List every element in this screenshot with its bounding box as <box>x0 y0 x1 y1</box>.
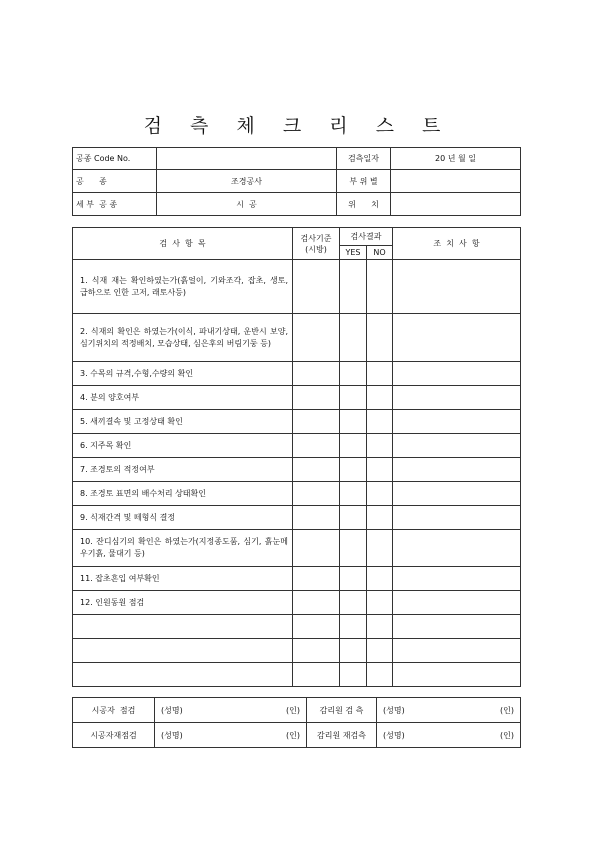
criteria-cell[interactable] <box>293 314 340 362</box>
part-label: 부 위 별 <box>337 170 391 193</box>
no-cell[interactable] <box>367 506 393 530</box>
checklist-row <box>73 386 521 410</box>
checklist-row <box>73 663 521 687</box>
checklist-item-text: 7. 조경토의 적정여부 <box>73 458 293 482</box>
action-cell[interactable] <box>393 530 521 567</box>
col-action-header: 조 치 사 항 <box>393 228 521 260</box>
page-title: 검 측 체 크 리 스 트 <box>143 115 452 137</box>
checklist-item-text: 5. 새끼결속 및 고정상태 확인 <box>73 410 293 434</box>
detail-field[interactable]: 시 공 <box>157 193 337 216</box>
no-cell[interactable] <box>367 386 393 410</box>
contractor-recheck-field[interactable] <box>155 723 307 748</box>
checklist-row <box>73 639 521 663</box>
checklist-row <box>73 410 521 434</box>
checklist-row <box>73 482 521 506</box>
criteria-cell[interactable] <box>293 663 340 687</box>
checklist-item-text: 1. 식재 재는 확인하였는가(흙얼이, 기와조각, 잡초, 생토, 급하으로 인한 고저, 래토사등) <box>73 260 293 314</box>
criteria-cell[interactable] <box>293 567 340 591</box>
checklist-item-text <box>73 663 293 687</box>
checklist-row <box>73 567 521 591</box>
col-no-header: NO <box>367 246 393 260</box>
supervisor-check-label: 감리원 검 측 <box>307 698 377 723</box>
criteria-cell[interactable] <box>293 506 340 530</box>
yes-cell[interactable] <box>340 434 367 458</box>
signature-table <box>72 697 521 748</box>
date-field[interactable]: 20 년 월 일 <box>391 148 521 170</box>
criteria-cell[interactable] <box>293 362 340 386</box>
action-cell[interactable] <box>393 260 521 314</box>
col-criteria-line-2: (시방) <box>305 244 327 254</box>
action-cell[interactable] <box>393 482 521 506</box>
date-label: 검측일자 <box>337 148 391 170</box>
action-cell[interactable] <box>393 314 521 362</box>
criteria-cell[interactable] <box>293 260 340 314</box>
checklist-item-text: 4. 분의 양호여부 <box>73 386 293 410</box>
no-cell[interactable] <box>367 482 393 506</box>
checklist-item-text: 12. 인원동원 점검 <box>73 591 293 615</box>
no-cell[interactable] <box>367 591 393 615</box>
name-hint: (성명) <box>383 730 405 740</box>
no-cell[interactable] <box>367 410 393 434</box>
checklist-row <box>73 362 521 386</box>
col-yes-header: YES <box>340 246 367 260</box>
criteria-cell[interactable] <box>293 386 340 410</box>
checklist-item-text: 11. 잡초흔입 여부확인 <box>73 567 293 591</box>
col-result-header: 검사결과 <box>340 228 393 246</box>
checklist-item-text: 2. 식재의 확인은 하였는가(이식, 파내기상태, 운반시 보양, 심기위치의 적정배치, 모습상태, 심은후의 버림기둥 등) <box>73 314 293 362</box>
supervisor-check-field[interactable] <box>377 698 521 723</box>
yes-cell[interactable] <box>340 482 367 506</box>
location-field[interactable] <box>391 193 521 216</box>
action-cell[interactable] <box>393 362 521 386</box>
no-cell[interactable] <box>367 362 393 386</box>
seal-mark: (인) <box>500 705 514 715</box>
contractor-recheck-label: 시공자재점검 <box>73 723 155 748</box>
contractor-check-label: 시공자 점검 <box>73 698 155 723</box>
checklist-item-text: 6. 지주목 확인 <box>73 434 293 458</box>
yes-cell[interactable] <box>340 530 367 567</box>
no-cell[interactable] <box>367 615 393 639</box>
detail-label: 세 부 공 종 <box>73 193 157 216</box>
yes-cell[interactable] <box>340 615 367 639</box>
col-criteria-header <box>293 228 340 260</box>
action-cell[interactable] <box>393 386 521 410</box>
work-label: 공 종 <box>73 170 157 193</box>
action-cell[interactable] <box>393 615 521 639</box>
code-field[interactable] <box>157 148 337 170</box>
supervisor-recheck-field[interactable] <box>377 723 521 748</box>
no-cell[interactable] <box>367 530 393 567</box>
col-item-header: 검 사 항 목 <box>73 228 293 260</box>
action-cell[interactable] <box>393 434 521 458</box>
no-cell[interactable] <box>367 260 393 314</box>
checklist-item-text: 9. 식재간격 및 떼형식 결정 <box>73 506 293 530</box>
checklist-row <box>73 434 521 458</box>
code-label: 공종 Code No. <box>73 148 157 170</box>
checklist-row <box>73 314 521 362</box>
checklist-item-text <box>73 639 293 663</box>
supervisor-recheck-label: 감리원 재검측 <box>307 723 377 748</box>
no-cell[interactable] <box>367 639 393 663</box>
header-table <box>72 147 521 216</box>
action-cell[interactable] <box>393 458 521 482</box>
checklist-item-text <box>73 615 293 639</box>
action-cell[interactable] <box>393 639 521 663</box>
yes-cell[interactable] <box>340 260 367 314</box>
yes-cell[interactable] <box>340 591 367 615</box>
no-cell[interactable] <box>367 434 393 458</box>
name-hint: (성명) <box>383 705 405 715</box>
seal-mark: (인) <box>500 730 514 740</box>
seal-mark: (인) <box>286 730 300 740</box>
col-criteria-line-1: 검사기준 <box>300 233 332 243</box>
no-cell[interactable] <box>367 458 393 482</box>
action-cell[interactable] <box>393 410 521 434</box>
checklist-row <box>73 458 521 482</box>
checklist-row <box>73 530 521 567</box>
action-cell[interactable] <box>393 567 521 591</box>
name-hint: (성명) <box>161 705 183 715</box>
yes-cell[interactable] <box>340 386 367 410</box>
location-label: 위 치 <box>337 193 391 216</box>
checklist-row <box>73 591 521 615</box>
part-field[interactable] <box>391 170 521 193</box>
criteria-cell[interactable] <box>293 639 340 663</box>
yes-cell[interactable] <box>340 567 367 591</box>
action-cell[interactable] <box>393 591 521 615</box>
criteria-cell[interactable] <box>293 530 340 567</box>
criteria-cell[interactable] <box>293 410 340 434</box>
yes-cell[interactable] <box>340 410 367 434</box>
criteria-cell[interactable] <box>293 591 340 615</box>
criteria-cell[interactable] <box>293 458 340 482</box>
contractor-check-field[interactable] <box>155 698 307 723</box>
action-cell[interactable] <box>393 663 521 687</box>
checklist-row <box>73 260 521 314</box>
yes-cell[interactable] <box>340 458 367 482</box>
checklist-table <box>72 227 521 687</box>
work-field[interactable]: 조경공사 <box>157 170 337 193</box>
yes-cell[interactable] <box>340 506 367 530</box>
yes-cell[interactable] <box>340 362 367 386</box>
yes-cell[interactable] <box>340 639 367 663</box>
checklist-row <box>73 615 521 639</box>
yes-cell[interactable] <box>340 314 367 362</box>
criteria-cell[interactable] <box>293 482 340 506</box>
criteria-cell[interactable] <box>293 615 340 639</box>
seal-mark: (인) <box>286 705 300 715</box>
checklist-item-text: 10. 잔디심기의 확인은 하였는가(지정종도품, 심기, 흙눈메우기흙, 물대기 등) <box>73 530 293 567</box>
criteria-cell[interactable] <box>293 434 340 458</box>
yes-cell[interactable] <box>340 663 367 687</box>
no-cell[interactable] <box>367 314 393 362</box>
checklist-item-text: 8. 조경토 표면의 배수처리 상태확인 <box>73 482 293 506</box>
action-cell[interactable] <box>393 506 521 530</box>
checklist-item-text: 3. 수목의 규격,수형,수량의 확인 <box>73 362 293 386</box>
name-hint: (성명) <box>161 730 183 740</box>
checklist-row <box>73 506 521 530</box>
no-cell[interactable] <box>367 663 393 687</box>
no-cell[interactable] <box>367 567 393 591</box>
